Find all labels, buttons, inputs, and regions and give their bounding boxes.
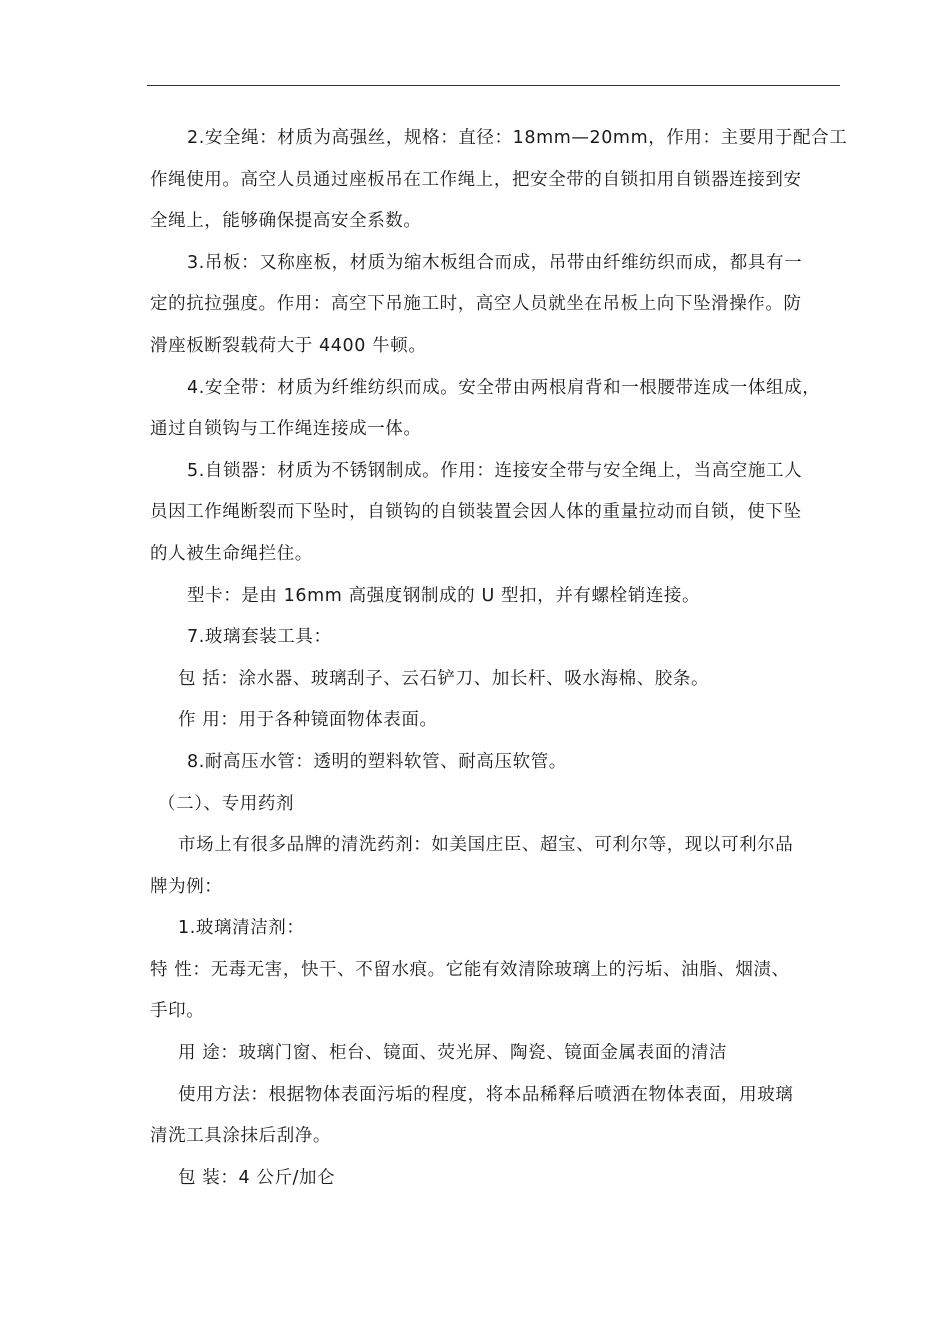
text-line: 通过自锁钩与工作绳连接成一体。: [150, 419, 422, 440]
text-line: 手印。: [150, 1001, 205, 1022]
header-rule: [147, 85, 840, 86]
text-line: 的人被生命绳拦住。: [150, 543, 313, 564]
text-line: 全绳上，能够确保提高安全系数。: [150, 211, 422, 232]
text-line: 牌为例：: [150, 876, 223, 897]
text-line: 4.安全带：材质为纤维纺织而成。安全带由两根肩背和一根腰带连成一体组成，: [187, 377, 821, 398]
text-line: 定的抗拉强度。作用：高空下吊施工时，高空人员就坐在吊板上向下坠滑操作。防: [150, 294, 802, 315]
text-line: 1.玻璃清洁剂：: [178, 918, 305, 939]
text-line: 型卡：是由 16mm 高强度钢制成的 U 型扣，并有螺栓销连接。: [187, 585, 701, 606]
text-line: 用 途：玻璃门窗、柜台、镜面、荧光屏、陶瓷、镜面金属表面的清洁: [178, 1043, 728, 1064]
text-line: 作 用：用于各种镜面物体表面。: [178, 710, 438, 731]
text-line: 市场上有很多品牌的清洗药剂：如美国庄臣、超宝、可利尔等，现以可利尔品: [178, 835, 794, 856]
text-line: 员因工作绳断裂而下坠时，自锁钩的自锁装置会因人体的重量拉动而自锁，使下坠: [150, 502, 802, 523]
text-line: 7.玻璃套装工具：: [187, 627, 332, 648]
text-line: 特 性：无毒无害，快干、不留水痕。它能有效清除玻璃上的污垢、油脂、烟渍、: [150, 959, 790, 980]
text-line: 2.安全绳：材质为高强丝，规格：直径：18mm—20mm，作用：主要用于配合工: [187, 128, 848, 148]
text-line: 3.吊板：又称座板，材质为缩木板组合而成，吊带由纤维纺织而成，都具有一: [187, 252, 803, 273]
text-line: 作绳使用。高空人员通过座板吊在工作绳上，把安全带的自锁扣用自锁器连接到安: [150, 169, 802, 190]
section-heading: （二）、专用药剂: [158, 793, 295, 814]
text-line: 5.自锁器：材质为不锈钢制成。作用：连接安全带与安全绳上，当高空施工人: [187, 460, 803, 481]
text-line: 清洗工具涂抹后刮净。: [150, 1126, 331, 1147]
text-line: 滑座板断裂载荷大于 4400 牛顿。: [150, 335, 427, 356]
text-line: 使用方法：根据物体表面污垢的程度，将本品稀释后喷洒在物体表面，用玻璃: [178, 1084, 794, 1105]
document-body: [150, 118, 848, 1199]
text-line: 包 括：涂水器、玻璃刮子、云石铲刀、加长杆、吸水海棉、胶条。: [178, 668, 710, 689]
text-line: 包 装：4 公斤/加仑: [178, 1167, 336, 1188]
text-line: 8.耐高压水管：透明的塑料软管、耐高压软管。: [187, 751, 567, 772]
